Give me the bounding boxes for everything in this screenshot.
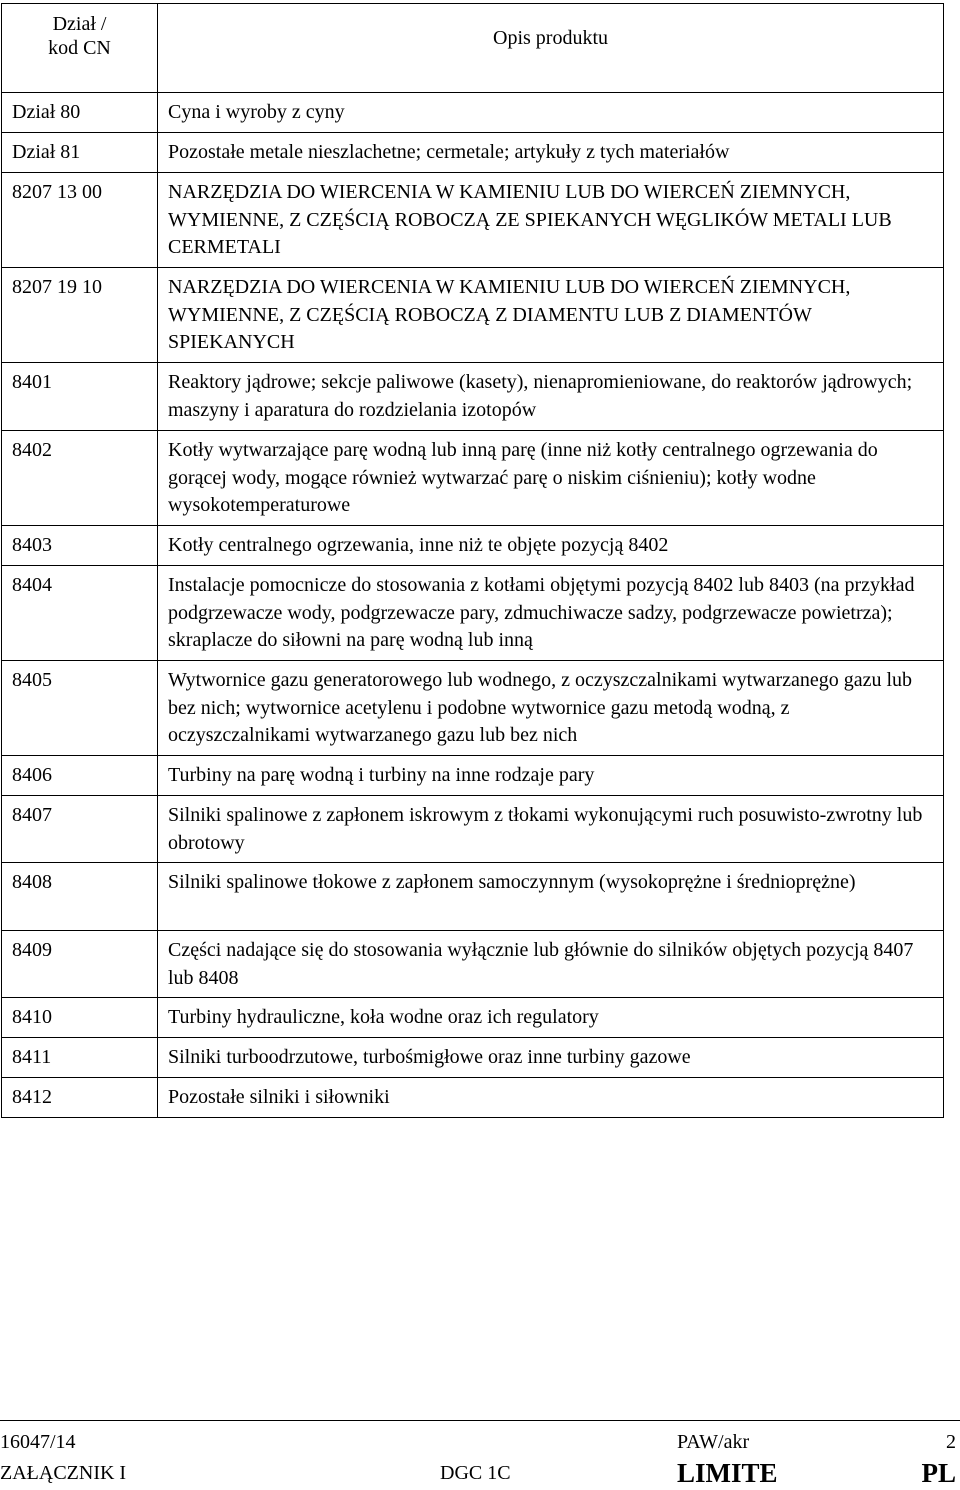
table-row <box>2 173 944 268</box>
table-row <box>2 93 944 133</box>
row-code: 8411 <box>2 1038 158 1078</box>
author-initials: PAW/akr <box>677 1431 750 1453</box>
header-code-cell <box>2 4 158 93</box>
row-description: Silniki spalinowe tłokowe z zapłonem samoczynnym (wysokoprężne i średnioprężne) <box>158 863 944 931</box>
table-row <box>2 931 944 998</box>
table-row <box>2 796 944 863</box>
row-description: NARZĘDZIA DO WIERCENIA W KAMIENIU LUB DO WIERCEŃ ZIEMNYCH, WYMIENNE, Z CZĘŚCIĄ ROBOCZĄ Z DIAMENTU LUB Z DIAMENTÓW SPIEKANYCH <box>158 268 944 363</box>
row-code: 8207 19 10 <box>2 268 158 363</box>
row-code: 8403 <box>2 526 158 566</box>
table-header-row <box>2 4 944 93</box>
row-code: 8410 <box>2 998 158 1038</box>
row-code: 8412 <box>2 1078 158 1118</box>
footer-divider <box>0 1420 960 1421</box>
table-row <box>2 566 944 661</box>
doc-number: 16047/14 <box>0 1431 76 1453</box>
row-description: Cyna i wyroby z cyny <box>158 93 944 133</box>
header-description: Opis produktu <box>158 4 944 93</box>
product-table <box>1 3 944 1118</box>
annex-label: ZAŁĄCZNIK I <box>0 1462 127 1484</box>
table-row <box>2 863 944 931</box>
department-code: DGC 1C <box>440 1462 511 1484</box>
table-row <box>2 756 944 796</box>
classification-marking: LIMITE <box>677 1458 778 1488</box>
row-code: 8409 <box>2 931 158 998</box>
row-description: Turbiny na parę wodną i turbiny na inne rodzaje pary <box>158 756 944 796</box>
row-code: 8406 <box>2 756 158 796</box>
row-description: NARZĘDZIA DO WIERCENIA W KAMIENIU LUB DO WIERCEŃ ZIEMNYCH, WYMIENNE, Z CZĘŚCIĄ ROBOCZĄ ZE SPIEKANYCH WĘGLIKÓW METALI LUB CERMETALI <box>158 173 944 268</box>
row-code: 8404 <box>2 566 158 661</box>
row-description: Wytwornice gazu generatorowego lub wodnego, z oczyszczalnikami wytwarzanego gazu lub bez nich; wytwornice acetylenu i podobne wytwornice gazu metodą wodną, z oczyszczalnikami wytwarzanego gazu lub bez nich <box>158 661 944 756</box>
row-description: Kotły wytwarzające parę wodną lub inną parę (inne niż kotły centralnego ogrzewania do gorącej wody, mogące również wytwarzać parę o niskim ciśnieniu); kotły wodne wysokotemperaturowe <box>158 431 944 526</box>
row-code: 8402 <box>2 431 158 526</box>
table-row <box>2 1038 944 1078</box>
row-description: Pozostałe metale nieszlachetne; cermetale; artykuły z tych materiałów <box>158 133 944 173</box>
row-description: Kotły centralnego ogrzewania, inne niż te objęte pozycją 8402 <box>158 526 944 566</box>
row-description: Silniki spalinowe z zapłonem iskrowym z tłokami wykonującymi ruch posuwisto-zwrotny lub obrotowy <box>158 796 944 863</box>
row-code: Dział 81 <box>2 133 158 173</box>
header-code-line-1: Dział / <box>52 13 107 35</box>
row-description: Części nadające się do stosowania wyłącznie lub głównie do silników objętych pozycją 8407 lub 8408 <box>158 931 944 998</box>
table-row <box>2 998 944 1038</box>
row-description: Turbiny hydrauliczne, koła wodne oraz ich regulatory <box>158 998 944 1038</box>
row-code: 8207 13 00 <box>2 173 158 268</box>
row-code: Dział 80 <box>2 93 158 133</box>
table-row <box>2 431 944 526</box>
row-description: Pozostałe silniki i siłowniki <box>158 1078 944 1118</box>
row-code: 8407 <box>2 796 158 863</box>
table-row <box>2 526 944 566</box>
table-row <box>2 133 944 173</box>
row-code: 8405 <box>2 661 158 756</box>
table-row <box>2 268 944 363</box>
table-row <box>2 1078 944 1118</box>
row-code: 8401 <box>2 363 158 431</box>
row-description: Instalacje pomocnicze do stosowania z kotłami objętymi pozycją 8402 lub 8403 (na przykład podgrzewacze wody, podgrzewacze pary, zdmuchiwacze sadzy, podgrzewacze powietrza); skraplacze do siłowni na parę wodną lub inną <box>158 566 944 661</box>
page-number: 2 <box>946 1431 956 1453</box>
header-code-line-2: kod CN <box>48 37 111 59</box>
row-description: Reaktory jądrowe; sekcje paliwowe (kasety), nienapromieniowane, do reaktorów jądrowych; maszyny i aparatura do rozdzielania izotopów <box>158 363 944 431</box>
table-row <box>2 661 944 756</box>
row-description: Silniki turboodrzutowe, turbośmigłowe oraz inne turbiny gazowe <box>158 1038 944 1078</box>
table-row <box>2 363 944 431</box>
language-code: PL <box>921 1458 956 1488</box>
row-code: 8408 <box>2 863 158 931</box>
